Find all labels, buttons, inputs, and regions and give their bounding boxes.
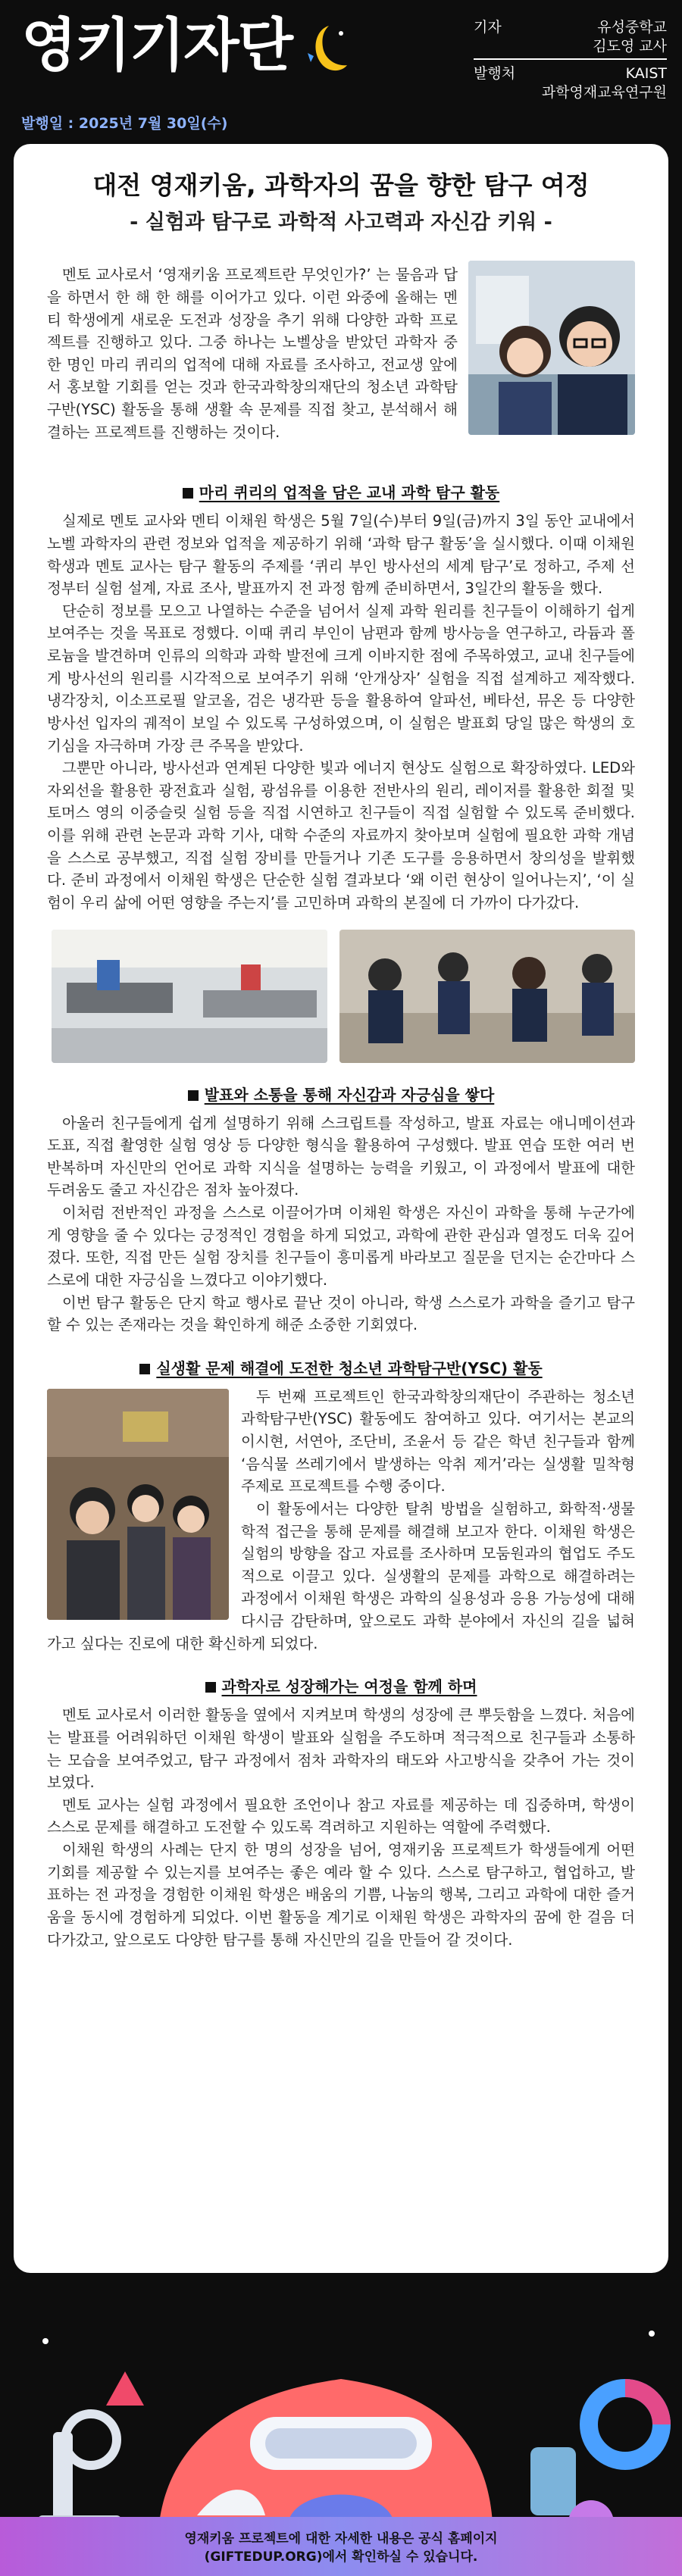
section-1-paragraph: 단순히 정보를 모으고 나열하는 수준을 넘어서 실제 과학 원리를 친구들이 이해하기 쉽게 보여주는 것을 목표로 정했다. 이때 퀴리 부인이 남편과 함께 방사능을 연구하고, 라듐과 폴로늄을 발견하며 인류의 의학과 과학 발전에 크게 이바지한 점에 주목하였고, 교내 친구들에게 방사선의 원리를 시각적으로 보여주기 위해 ‘안개상자’ 실험을 직접 설계하고 제작했다. 냉각장치, 이소프로필 알코올, 검은 냉각판 등을 활용하여 알파선, 베타선, 뮤온 등 다양한 방사선 입자의 궤적이 보일 수 있도록 구성하였으며, 이 실험은 발표회 당일 많은 학생의 호기심을 자극하며 가장 큰 주목을 받았다. xyxy=(47,602,635,755)
article-subhead: - 실험과 탐구로 과학적 사고력과 자신감 키워 - xyxy=(130,211,552,235)
section-1-paragraph: 그뿐만 아니라, 방사선과 연계된 다양한 빛과 에너지 현상도 실험으로 확장하였다. LED와 자외선을 활용한 광전효과 실험, 광섬유를 이용한 전반사의 원리, 레이저를 활용한 회절 및 토머스 영의 이중슬릿 실험 등을 직접 시연하고 친구들이 직접 실험할 수 있도록 준비했다. 이를 위해 관련 논문과 과학 기사, 대학 수준의 자료까지 찾아보며 실험에 필요한 과학 개념을 스스로 공부했고, 직접 실험 장비를 만들거나 기존 도구를 응용하면서 창의성을 발휘했다. 준비 과정에서 이채원 학생은 단순한 실험 결과보다 ‘왜 이런 현상이 일어나는지’, ‘이 실험이 우리 삶에 어떤 영향을 주는지’를 고민하며 과학의 본질에 더 가까이 다가갔다. xyxy=(47,759,635,911)
sparkle-icon xyxy=(649,2331,655,2337)
section-2-paragraph: 이처럼 전반적인 과정을 스스로 이끌어가며 이채원 학생은 자신이 과학을 통해 누군가에게 영향을 줄 수 있다는 긍정적인 경험을 하게 되었고, 과학에 관한 관심과 열정도 더욱 깊어졌다. 또한, 직접 만든 실험 장치를 친구들이 흥미롭게 바라보고 질문을 던지는 순간마다 스스로에 대한 자긍심을 느꼈다고 이야기했다. xyxy=(47,1204,635,1289)
meta-reporter-label: 기자 xyxy=(474,19,502,36)
masthead-logo: 영키기자단 xyxy=(21,11,293,79)
masthead xyxy=(0,0,682,144)
section-4-paragraph: 멘토 교사로서 이러한 활동을 옆에서 지켜보며 학생의 성장에 큰 뿌듯함을 느꼈다. 처음에는 발표를 어려워하던 이채원 학생이 발표와 실험을 주도하며 적극적으로 친구들과 소통하는 모습을 보여주었고, 탐구 과정에서 점차 과학자의 태도와 사고방식을 갖추어 가는 것이 보였다. xyxy=(47,1706,635,1792)
section-2-title: 발표와 소통을 통해 자신감과 자긍심을 쌓다 xyxy=(47,1083,635,1105)
classroom-photo-icon xyxy=(52,930,327,1063)
moon-icon xyxy=(303,23,350,77)
section-3-title: 실생활 문제 해결에 도전한 청소년 과학탐구반(YSC) 활동 xyxy=(47,1356,635,1378)
meta-reporter xyxy=(474,18,667,60)
meta-reporter-name: 김도영 교사 xyxy=(593,37,667,55)
meta-publisher-org: KAIST xyxy=(625,65,667,83)
article-paper xyxy=(14,144,668,2273)
sparkle-icon xyxy=(42,2338,48,2344)
footer-note xyxy=(0,2530,682,2567)
section-4-title: 과학자로 성장해가는 여정을 함께 하며 xyxy=(47,1674,635,1696)
footer xyxy=(0,2273,682,2576)
section-2-paragraph: 이번 탐구 활동은 단지 학교 행사로 끝난 것이 아니라, 학생 스스로가 과학을 즐기고 탐구할 수 있는 존재라는 것을 확인하게 해준 소중한 기회였다. xyxy=(47,1293,635,1334)
mentor-mentee-illustration xyxy=(468,261,635,435)
ysc-group-photo xyxy=(47,1389,229,1620)
meta-publisher-dept: 과학영재교육연구원 xyxy=(541,84,667,102)
article-headline: 대전 영재키움, 과학자의 꿈을 향한 탐구 여정 xyxy=(92,170,590,200)
section-4-paragraph: 이채원 학생의 사례는 단지 한 명의 성장을 넘어, 영재키움 프로젝트가 학생들에게 어떤 기회를 제공할 수 있는지를 보여주는 좋은 예라 할 수 있다. 스스로 탐구하고, 협업하고, 발표하는 전 과정을 경험한 이채원 학생은 배움의 기쁨, 나눔의 행복, 그리고 과학에 대한 즐거움을 동시에 경험하게 되었다. 이번 활동을 계기로 이채원 학생은 과학자의 꿈에 한 걸음 더 다가갔고, 앞으로도 다양한 탐구를 통해 자신만의 길을 만들어 갈 것이다. xyxy=(47,1841,635,1949)
section-1-title: 마리 퀴리의 업적을 담은 교내 과학 탐구 활동 xyxy=(47,480,635,502)
masthead-meta xyxy=(474,18,667,102)
section-3-paragraph: 이 활동에서는 다양한 탈취 방법을 실험하고, 화학적·생물학적 접근을 통해 문제를 해결해 보고자 한다. 이채원 학생은 실험의 방향을 잡고 자료를 조사하며 모둠원과의 협업도 주도적으로 이끌고 있다. 실생활의 문제를 과학으로 해결하려는 과정에서 이채원 학생은 과학의 실용성과 응용 가능성에 대해 다시금 감탄하며, 앞으로도 과학 분야에서 자신의 길을 넓혀가고 싶다는 진로에 대한 확신하게 되었다. xyxy=(47,1499,635,1652)
publication-date: 발행일 : 2025년 7월 30일(수) xyxy=(21,115,228,132)
students-photo-icon xyxy=(339,930,635,1063)
section-4-paragraph: 멘토 교사는 실험 과정에서 필요한 조언이나 참고 자료를 제공하는 데 집중하며, 학생이 스스로 문제를 해결하고 도전할 수 있도록 격려하고 지원하는 역할에 주력했다. xyxy=(47,1796,635,1837)
meta-reporter-school: 유성중학교 xyxy=(597,19,667,36)
illustration-icon xyxy=(468,261,635,435)
photo-row xyxy=(52,930,635,1063)
students-experiment-photo xyxy=(339,930,635,1063)
section-2-paragraph: 아울러 친구들에게 쉽게 설명하기 위해 스크립트를 작성하고, 발표 자료는 애니메이션과 도표, 직접 촬영한 실험 영상 등 다양한 형식을 활용하여 구성했다. 발표 연습 또한 여러 번 반복하며 자신만의 언어로 과학 지식을 설명하는 능력을 키웠고, 이 과정에서 발표에 대한 두려움도 줄고 자신감은 점차 높아졌다. xyxy=(47,1114,635,1199)
footer-note-line: 영재키움 프로젝트에 대한 자세한 내용은 공식 홈페이지 xyxy=(184,2531,498,2546)
footer-note-line: (GIFTEDUP.ORG)에서 확인하실 수 있습니다. xyxy=(204,2549,478,2565)
meta-publisher xyxy=(474,64,667,102)
meta-publisher-label: 발행처 xyxy=(474,65,516,83)
ysc-block xyxy=(47,1386,635,1655)
group-photo-icon xyxy=(47,1389,229,1620)
bullet-square-icon xyxy=(139,1364,150,1374)
bullet-square-icon xyxy=(183,488,193,499)
section-3-paragraph: 두 번째 프로젝트인 한국과학창의재단이 주관하는 청소년과학탐구반(YSC) 활동에도 참여하고 있다. 여기서는 본교의 이시현, 서연아, 조단비, 조윤서 등 같은 학년 친구들과 함께 ‘음식물 쓰레기에서 발생하는 악취 제거’라는 실생활 밀착형 주제로 프로젝트를 수행 중이다. xyxy=(241,1387,635,1496)
article-intro xyxy=(47,264,635,461)
classroom-exhibit-photo xyxy=(52,930,327,1063)
section-1-paragraph: 실제로 멘토 교사와 멘티 이채원 학생은 5월 7일(수)부터 9일(금)까지 3일 동안 교내에서 노벨 과학자의 관련 정보와 업적을 제공하기 위해 ‘과학 탐구 활동’을 실시했다. 이때 이채원 학생과 멘토 교사는 탐구 활동의 주제를 ‘퀴리 부인 방사선의 세계 탐구’로 정하고, 주제 선정부터 실험 설계, 자료 조사, 발표까지 전 과정 함께 준비하면서, 3일간의 활동을 했다. xyxy=(47,512,635,598)
intro-paragraph: 멘토 교사로서 ‘영재키움 프로젝트란 무엇인가?’ 는 물음과 답을 하면서 한 해 한 해를 이어가고 있다. 이런 와중에 올해는 멘티 학생에게 새로운 도전과 성장을 추기 위해 다양한 과학 프로젝트를 진행하고 있다. 그중 하나는 노벨상을 받았던 과학자 중 한 명인 마리 퀴리의 업적에 대해 자료를 조사하고, 전교생 앞에서 홍보할 기회를 얻는 것과 한국과학창의재단의 청소년 과학탐구반(YSC) 활동을 통해 생활 속 문제를 직접 찾고, 분석해서 해결하는 프로젝트를 진행하는 것이다. xyxy=(47,266,458,441)
bullet-square-icon xyxy=(188,1090,199,1101)
bullet-square-icon xyxy=(205,1682,216,1693)
